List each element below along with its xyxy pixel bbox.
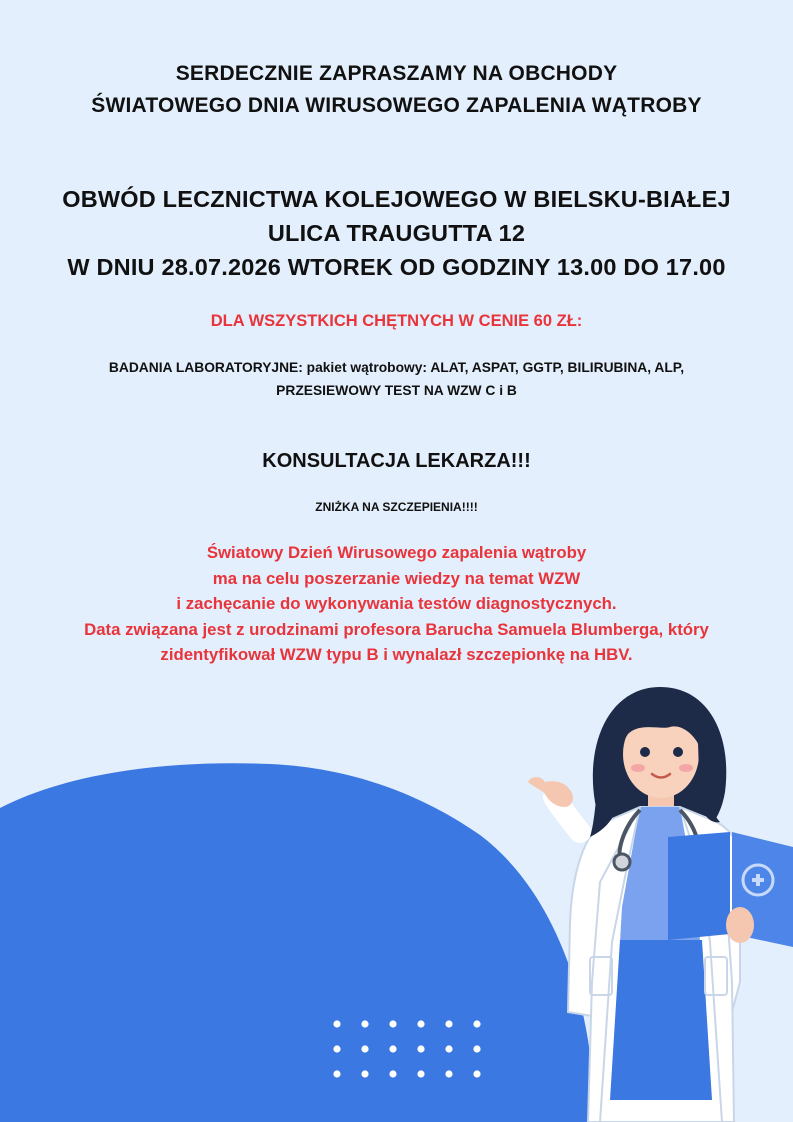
decor-dot [445,1045,452,1052]
decor-dot [361,1020,368,1027]
location-line-3: W DNIU 28.07.2026 WTOREK OD GODZINY 13.00 DO 17.00 [67,254,726,280]
decor-dot [417,1020,424,1027]
location-block [0,182,793,284]
header-line-2: ŚWIATOWEGO DNIA WIRUSOWEGO ZAPALENIA WĄTROBY [91,94,702,117]
info-line-1: Światowy Dzień Wirusowego zapalenia wątroby [206,543,587,562]
decor-dot [361,1045,368,1052]
decor-dot [389,1020,396,1027]
decor-dot [473,1020,480,1027]
discount-text: ZNIŻKA NA SZCZEPIENIA!!!! [315,500,478,514]
info-line-3: i zachęcanie do wykonywania testów diagnostycznych. [176,594,617,614]
decor-dot [473,1070,480,1077]
info-line-5: zidentyfikował WZW typu B i wynalazł szczepionkę na HBV. [160,645,633,665]
decor-dot [333,1045,340,1052]
decor-dot [473,1045,480,1052]
decor-dot [333,1020,340,1027]
decor-dot [361,1070,368,1077]
header-line-1: SERDECZNIE ZAPRASZAMY NA OBCHODY [175,62,618,85]
decor-dot [417,1070,424,1077]
invitation-header [0,58,793,122]
decor-dot [417,1045,424,1052]
decor-dot [445,1070,452,1077]
lab-tests [0,356,793,402]
info-line-4: Data związana jest z urodzinami profesora Barucha Samuela Blumberga, który [84,619,709,639]
location-line-1: OBWÓD LECZNICTWA KOLEJOWEGO W BIELSKU-BIAŁEJ [62,186,731,212]
info-line-2: ma na celu poszerzanie wiedzy na temat WZW [212,568,581,588]
decor-dot [445,1020,452,1027]
decor-dot [389,1045,396,1052]
decor-dot [389,1070,396,1077]
decor-dot [333,1070,340,1077]
lab-line-1: BADANIA LABORATORYJNE: pakiet wątrobowy: ALAT, ASPAT, GGTP, BILIRUBINA, ALP, [108,360,685,375]
consultation-heading: KONSULTACJA LEKARZA!!! [262,450,531,472]
info-block [0,540,793,668]
lab-line-2: PRZESIEWOWY TEST NA WZW C i B [276,383,517,398]
offer-heading: DLA WSZYSTKICH CHĘTNYCH W CENIE 60 ZŁ: [210,312,583,330]
location-line-2: ULICA TRAUGUTTA 12 [267,220,526,246]
doctor-illustration [500,682,793,1122]
